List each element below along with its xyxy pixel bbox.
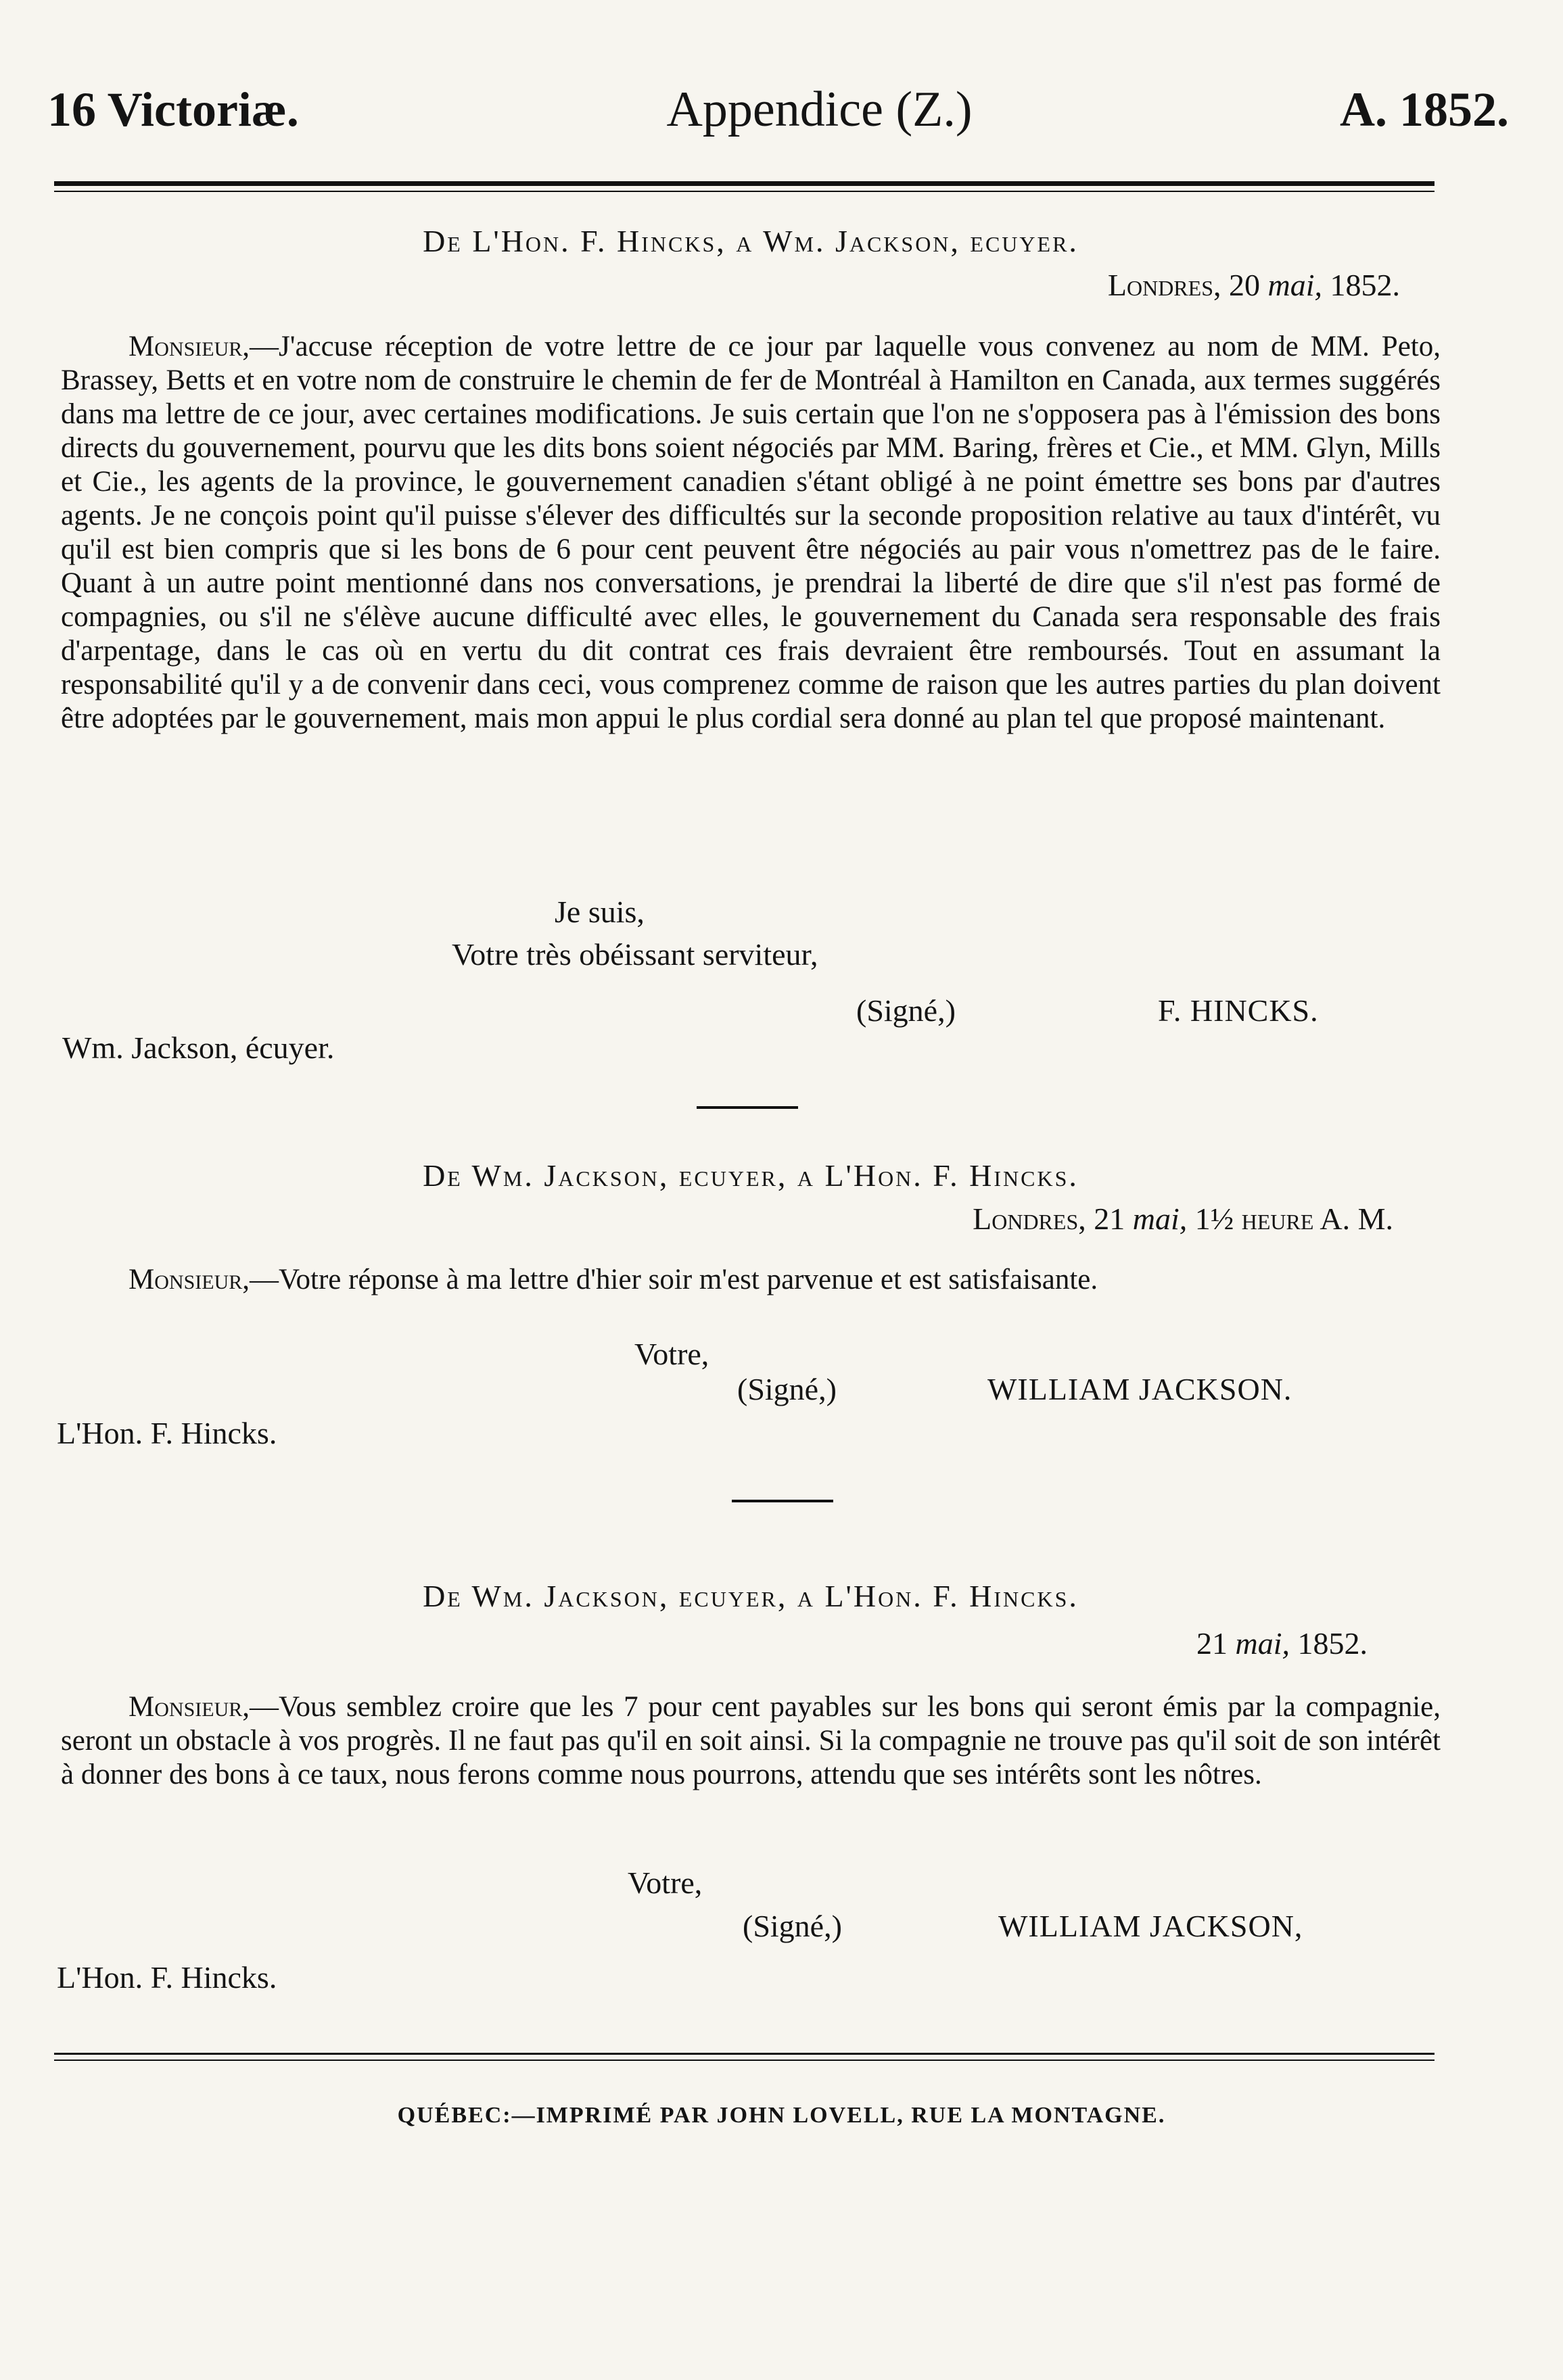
signed-label: (Signé,) <box>743 1909 842 1943</box>
closing-line-1: Votre, <box>634 1337 709 1371</box>
closing-line-2: Votre très obéissant serviteur, <box>452 937 818 972</box>
letter-2-dateline <box>61 1201 1441 1237</box>
addressee: Wm. Jackson, écuyer. <box>62 1030 335 1065</box>
signature-name: WILLIAM JACKSON, <box>998 1909 1303 1943</box>
year-label: A. 1852. <box>1339 82 1509 137</box>
session-label: 16 Victoriæ. <box>47 82 299 137</box>
letter-heading: De Wm. Jackson, ecuyer, a L'Hon. F. Hincks. <box>423 1579 1079 1613</box>
signed-label: (Signé,) <box>737 1372 837 1406</box>
letter-1-body <box>61 330 1441 736</box>
letter-separator <box>697 1106 798 1109</box>
dateline: Londres, 21 mai, 1½ heure A. M. <box>973 1201 1393 1236</box>
letter-3 <box>61 1578 1441 1614</box>
signature-name: WILLIAM JACKSON. <box>987 1372 1292 1406</box>
addressee: L'Hon. F. Hincks. <box>57 1416 277 1450</box>
closing-line-1: Votre, <box>628 1865 703 1900</box>
letter-2-body <box>61 1263 1441 1297</box>
letter-1 <box>61 223 1441 259</box>
letter-1-dateline <box>61 267 1441 303</box>
closing-line-1: Je suis, <box>555 895 645 929</box>
letter-body: Monsieur,—J'accuse réception de votre lettre de ce jour par laquelle vous convenez au nom de MM. Peto, Brassey, Betts et en votre nom de construire le chemin de fer de Montréal à Hamilton en Canada, aux termes suggérés dans ma lettre de ce jour, avec certaines modifications. Je suis certain que l'on ne s'opposera pas à l'émission des bons directs du gouvernement, pourvu que les dits bons soient négociés par MM. Baring, frères et Cie., et MM. Glyn, Mills et Cie., les agents de la province, le gouvernement canadien s'étant obligé à ne point émettre ses bons par d'autres agents. Je ne conçois point qu'il puisse s'élever des difficultés sur la seconde proposition relative au taux d'intérêt, vu qu'il est bien compris que si les bons de 6 pour cent peuvent être négociés au pair vous n'omettrez pas de le faire. Quant à un autre point mentionné dans nos conversations, je prendrai la liberté de dire que s'il n'est pas formé de compagnies, ou s'il ne s'élève aucune difficulté avec elles, le gouvernement du Canada sera responsable des frais d'arpentage, dans le cas où en vertu du dit contrat ces frais devraient être remboursés. Tout en assumant la responsabilité qu'il y a de convenir dans ceci, vous comprenez comme de raison que les autres parties du plan doivent être adoptées par le gouvernement, mais mon appui le plus cordial sera donné au plan tel que proposé maintenant. <box>61 331 1441 734</box>
letter-heading: De L'Hon. F. Hincks, a Wm. Jackson, ecuyer. <box>423 224 1079 258</box>
addressee: L'Hon. F. Hincks. <box>57 1960 277 1995</box>
header-rule-thick <box>54 181 1434 186</box>
running-head <box>47 81 1509 156</box>
footer-rule-thin <box>54 2060 1434 2061</box>
salutation: Monsieur, <box>129 1264 250 1295</box>
salutation: Monsieur, <box>129 331 250 362</box>
letter-3-dateline <box>61 1625 1441 1661</box>
letter-body: Monsieur,—Votre réponse à ma lettre d'hier soir m'est parvenue et est satisfaisante. <box>129 1264 1098 1295</box>
signature-name: F. HINCKS. <box>1158 993 1319 1028</box>
dateline: 21 mai, 1852. <box>1196 1626 1368 1661</box>
letter-heading: De Wm. Jackson, ecuyer, a L'Hon. F. Hincks. <box>423 1158 1079 1193</box>
letter-2 <box>61 1158 1441 1193</box>
salutation: Monsieur, <box>129 1691 250 1723</box>
appendix-label: Appendice (Z.) <box>666 82 973 137</box>
letter-3-body <box>61 1690 1441 1792</box>
footer-rule-thick <box>54 2053 1434 2055</box>
letter-separator <box>732 1500 833 1502</box>
printer-imprint: QUÉBEC:—IMPRIMÉ PAR JOHN LOVELL, RUE LA MONTAGNE. <box>397 2103 1166 2128</box>
dateline: Londres, 20 mai, 1852. <box>1107 268 1400 302</box>
signed-label: (Signé,) <box>856 993 956 1028</box>
letter-body: Monsieur,—Vous semblez croire que les 7 pour cent payables sur les bons qui seront émis par la compagnie, seront un obstacle à vos progrès. Il ne faut pas qu'il en soit ainsi. Si la compagnie ne trouve pas qu'il soit de son intérêt à donner des bons à ce taux, nous ferons comme nous pourrons, attendu que ses intérêts sont les nôtres. <box>61 1691 1441 1790</box>
header-rule-thin <box>54 191 1434 192</box>
